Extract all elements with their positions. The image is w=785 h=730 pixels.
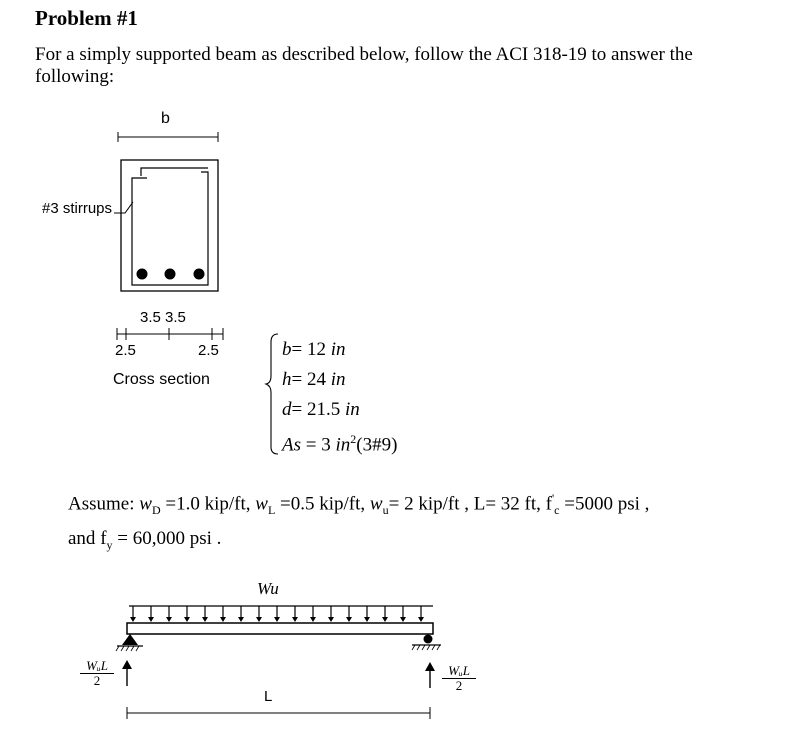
assumptions-line-1: Assume: $w_D =1.0$ kip/ft, $w_L =0.5$ kip/ft, $w_u= 2$ kip/ft , L= 32 ft, $f'_c =5000$ psi , [68,491,650,518]
cover-right-label: 2.5 [198,342,219,359]
property-h: h= 24 in [282,369,346,390]
bar-spacing-label: 3.5 3.5 [140,309,186,326]
property-as: As = 3 $in^2(3\#9)$ [282,432,398,456]
right-reaction-arrow [425,662,435,688]
left-support [116,634,143,651]
distributed-load [129,606,433,618]
cross-section-caption: Cross section [113,371,210,388]
spacing-dimension [117,328,223,340]
stirrups-leader [114,202,133,213]
problem-intro: For a simply supported beam as described below, follow the ACI 318-19 to answer the following: [35,44,693,87]
problem-title: Problem #1 [35,6,138,30]
load-label: Wu [257,579,279,598]
right-support [412,635,441,651]
rebar-1 [137,269,148,280]
span-label: L [264,688,273,705]
stirrup [132,168,208,285]
property-brace [266,334,278,454]
property-d: d= 21.5 in [282,399,360,420]
load-arrowheads [130,617,424,622]
rebar-3 [194,269,205,280]
property-b: b= 12 in [282,339,346,360]
rebar-2 [165,269,176,280]
left-reaction-arrow [122,660,132,686]
right-reaction-label: WᵤL 2 [442,663,476,693]
section-width-label: b [161,110,170,127]
left-reaction-label: WᵤL 2 [80,658,114,688]
beam [127,623,433,634]
assumptions-line-2: and $f_y = 60,000$ psi . [68,528,222,552]
span-dimension [127,707,430,719]
width-dimension [118,132,218,142]
stirrups-label: #3 stirrups [42,200,113,217]
cover-left-label: 2.5 [115,342,136,359]
